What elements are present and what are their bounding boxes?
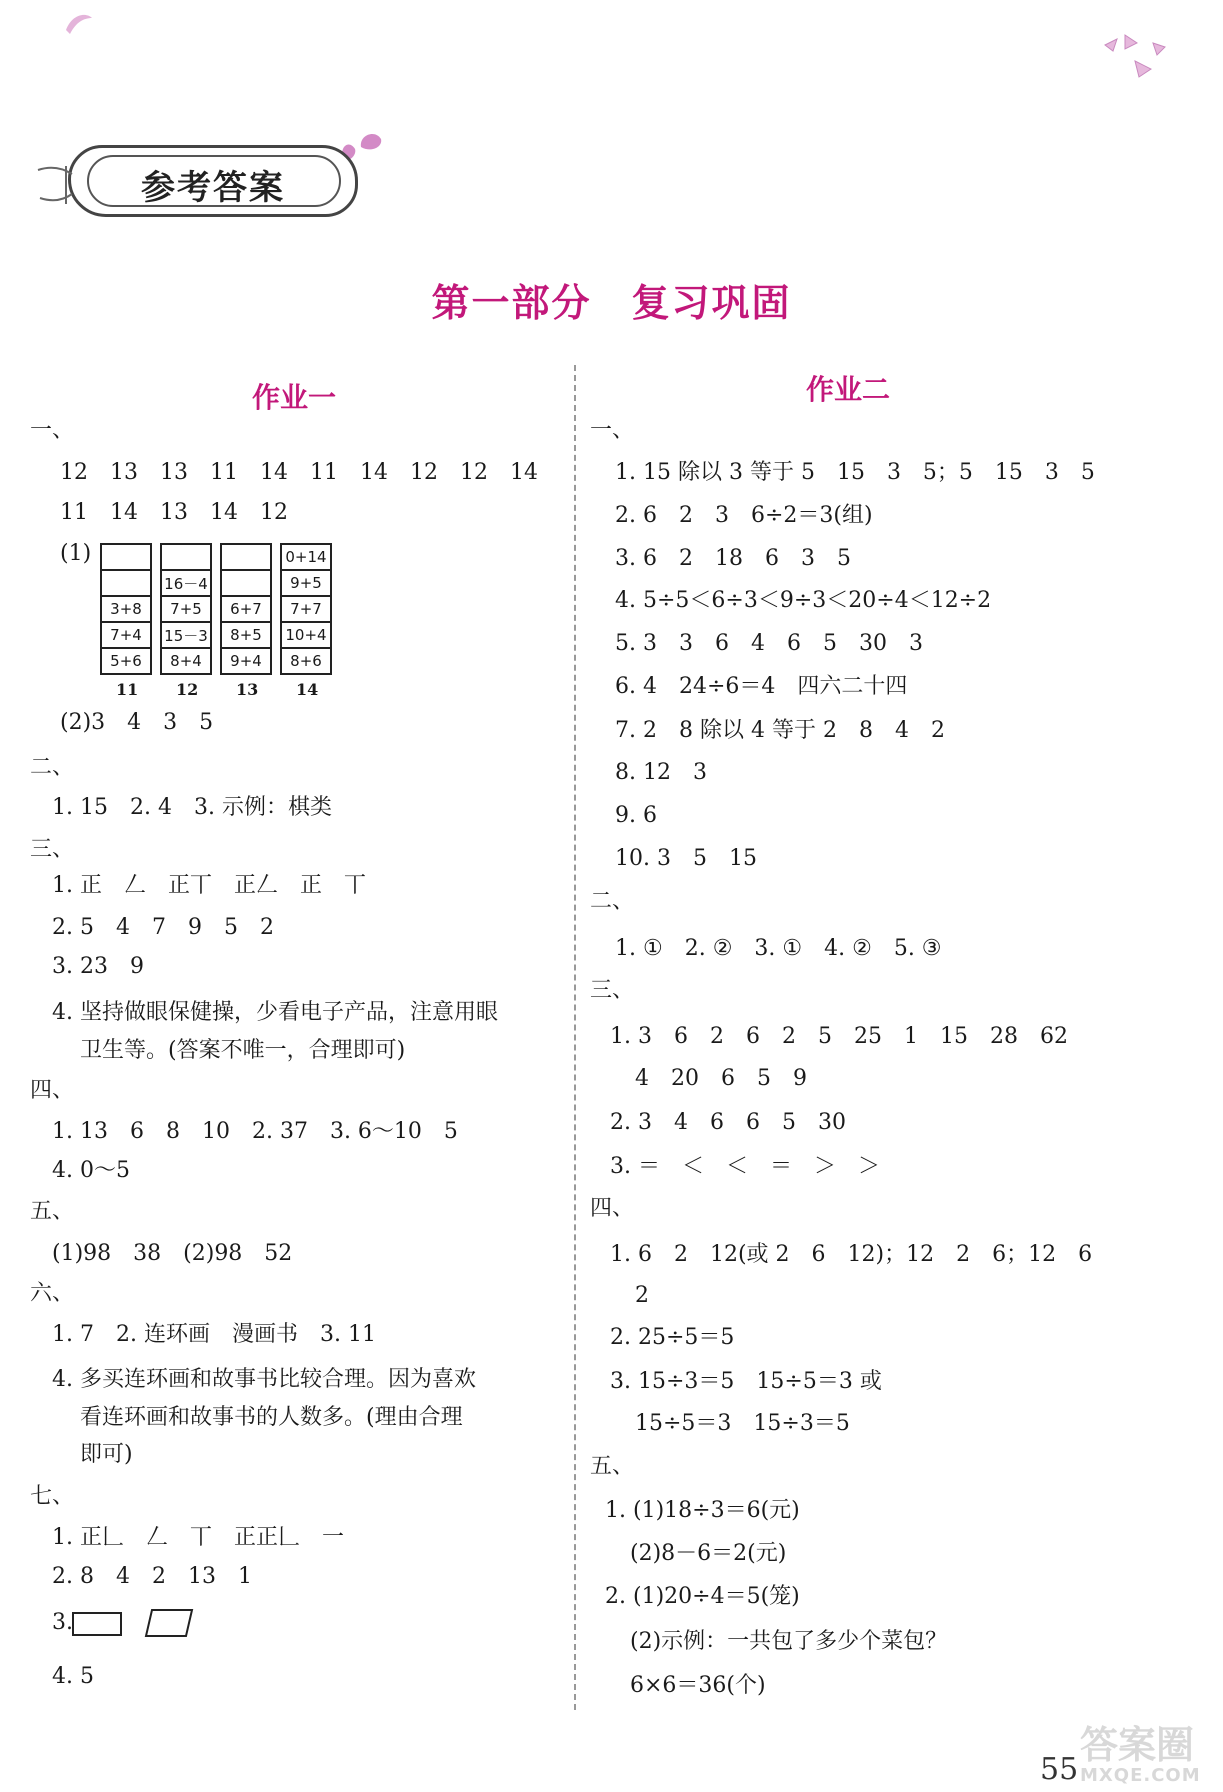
grid-cell [221, 544, 271, 570]
right-line: 15÷5＝3 15÷3＝5 [635, 1411, 850, 1436]
parallelogram-shape [144, 1608, 194, 1638]
left-line: 2. 8 4 2 13 1 [52, 1564, 252, 1589]
grid-cell [101, 570, 151, 596]
grid-cell: 15－3 [161, 622, 211, 648]
grid-table-3 [220, 543, 272, 675]
grid-cell: 3+8 [101, 596, 151, 622]
grid-cell: 5+6 [101, 648, 151, 674]
right-line: 3. 6 2 18 6 3 5 [615, 546, 851, 571]
left-line: 3. 23 9 [52, 954, 144, 979]
grid-cell: 7+5 [161, 596, 211, 622]
left-line: 12 13 13 11 14 11 14 12 12 14 [60, 460, 538, 485]
right-line: 5. 3 3 6 4 6 5 30 3 [615, 631, 923, 656]
right-line: 1. 15 除以 3 等于 5 15 3 5；5 15 3 5 [615, 460, 1095, 485]
right-line: 2. (1)20÷4＝5(笼) [605, 1584, 800, 1609]
right-line: 2. 6 2 3 6÷2＝3(组) [615, 503, 873, 528]
right-line: 4 20 6 5 9 [635, 1066, 807, 1091]
right-line: 2 [635, 1283, 649, 1308]
answer-banner [68, 145, 358, 217]
left-line: (2)3 4 3 5 [60, 710, 214, 735]
left-line: 看连环画和故事书的人数多。(理由合理 [80, 1405, 463, 1430]
grid-label: 11 [116, 680, 139, 699]
grid-cell [161, 544, 211, 570]
left-line: 二、 [30, 755, 75, 780]
banner-title: 参考答案 [141, 168, 285, 208]
column-divider [574, 365, 576, 1710]
right-line: 1. 6 2 12(或 2 6 12)；12 2 6；12 6 [610, 1242, 1093, 1267]
left-line: 1. 7 2. 连环画 漫画书 3. 11 [52, 1322, 376, 1347]
left-line: 4. 多买连环画和故事书比较合理。因为喜欢 [52, 1367, 476, 1392]
left-column-title: 作业一 [252, 381, 337, 414]
corner-flower-right-icon [1095, 25, 1175, 85]
rectangle-shape [72, 1612, 122, 1636]
right-line: 三、 [590, 978, 635, 1003]
right-line: (2)8－6＝2(元) [630, 1541, 787, 1566]
grid-cell: 7+7 [281, 596, 331, 622]
right-line: 1. ① 2. ② 3. ① 4. ② 5. ③ [615, 936, 942, 961]
grid-cell: 16－4 [161, 570, 211, 596]
grid-cell: 9+5 [281, 570, 331, 596]
watermark-logo: 答案圈 [1080, 1723, 1195, 1767]
grid-cell: 7+4 [101, 622, 151, 648]
right-line: 1. (1)18÷3＝6(元) [605, 1498, 800, 1523]
left-line: 4. 坚持做眼保健操，少看电子产品，注意用眼 [52, 1000, 498, 1025]
left-line: 即可) [80, 1442, 133, 1467]
corner-flower-left-icon [60, 8, 100, 38]
right-line: 3. ＝ ＜ ＜ ＝ ＞ ＞ [610, 1154, 880, 1179]
right-line: 3. 15÷3＝5 15÷5＝3 或 [610, 1369, 882, 1394]
watermark-url: MXQE.COM [1080, 1765, 1201, 1786]
banner-ribbon-icon [36, 160, 86, 210]
right-line: 4. 5÷5＜6÷3＜9÷3＜20÷4＜12÷2 [615, 588, 992, 613]
left-line: 4. 5 [52, 1664, 94, 1689]
right-line: 6×6＝36(个) [630, 1673, 766, 1698]
left-line: 3. [52, 1610, 73, 1635]
grid-cell: 8+6 [281, 648, 331, 674]
grid-cell: 9+4 [221, 648, 271, 674]
grid-table-1 [100, 543, 152, 675]
grid-cell [101, 544, 151, 570]
left-line: 4. 0～5 [52, 1158, 130, 1183]
left-line: 七、 [30, 1484, 75, 1509]
grid-cell: 8+5 [221, 622, 271, 648]
grid-cell: 6+7 [221, 596, 271, 622]
right-line: 2. 3 4 6 6 5 30 [610, 1110, 846, 1135]
right-line: 1. 3 6 2 6 2 5 25 1 15 28 62 [610, 1024, 1068, 1049]
right-line: 二、 [590, 889, 635, 914]
grid-cell: 10+4 [281, 622, 331, 648]
right-line: 五、 [590, 1454, 635, 1479]
left-line: 11 14 13 14 12 [60, 500, 288, 525]
left-line: 五、 [30, 1199, 75, 1224]
grid-cell [221, 570, 271, 596]
grid-label: 12 [176, 680, 199, 699]
right-line: 7. 2 8 除以 4 等于 2 8 4 2 [615, 718, 945, 743]
right-line: 四、 [590, 1196, 635, 1221]
page-number: 55 [1040, 1752, 1079, 1787]
left-line: 1. 正 𠃋 正丅 正𠃋 正 丅 [52, 873, 366, 898]
grid-label: 14 [296, 680, 319, 699]
watermark [1080, 1725, 1220, 1787]
grid-table-4 [280, 543, 332, 675]
grid-label: 13 [236, 680, 259, 699]
left-line: 三、 [30, 837, 75, 862]
grid-cell: 0+14 [281, 544, 331, 570]
left-line: 六、 [30, 1281, 75, 1306]
left-line: 一、 [30, 418, 75, 443]
grid-cell: 8+4 [161, 648, 211, 674]
right-line: 9. 6 [615, 803, 657, 828]
left-line: 1. 正𠃊 𠃋 丅 正正𠃊 一 [52, 1525, 344, 1550]
right-line: 6. 4 24÷6＝4 四六二十四 [615, 674, 908, 699]
right-line: 2. 25÷5＝5 [610, 1325, 735, 1350]
left-line: 1. 15 2. 4 3. 示例：棋类 [52, 795, 332, 820]
section-title: 第一部分 复习巩固 [431, 280, 792, 325]
right-line: (2)示例：一共包了多少个菜包？ [630, 1629, 948, 1654]
left-line: 2. 5 4 7 9 5 2 [52, 915, 274, 940]
grid-table-2 [160, 543, 212, 675]
left-line: 四、 [30, 1078, 75, 1103]
right-column-title: 作业二 [806, 373, 891, 406]
right-line: 8. 12 3 [615, 760, 707, 785]
left-line: (1)98 38 (2)98 52 [52, 1241, 293, 1266]
left-line: (1) [60, 541, 92, 566]
right-line: 一、 [590, 418, 635, 443]
left-line: 卫生等。(答案不唯一，合理即可) [80, 1038, 406, 1063]
left-line: 1. 13 6 8 10 2. 37 3. 6～10 5 [52, 1119, 458, 1144]
right-line: 10. 3 5 15 [615, 846, 757, 871]
